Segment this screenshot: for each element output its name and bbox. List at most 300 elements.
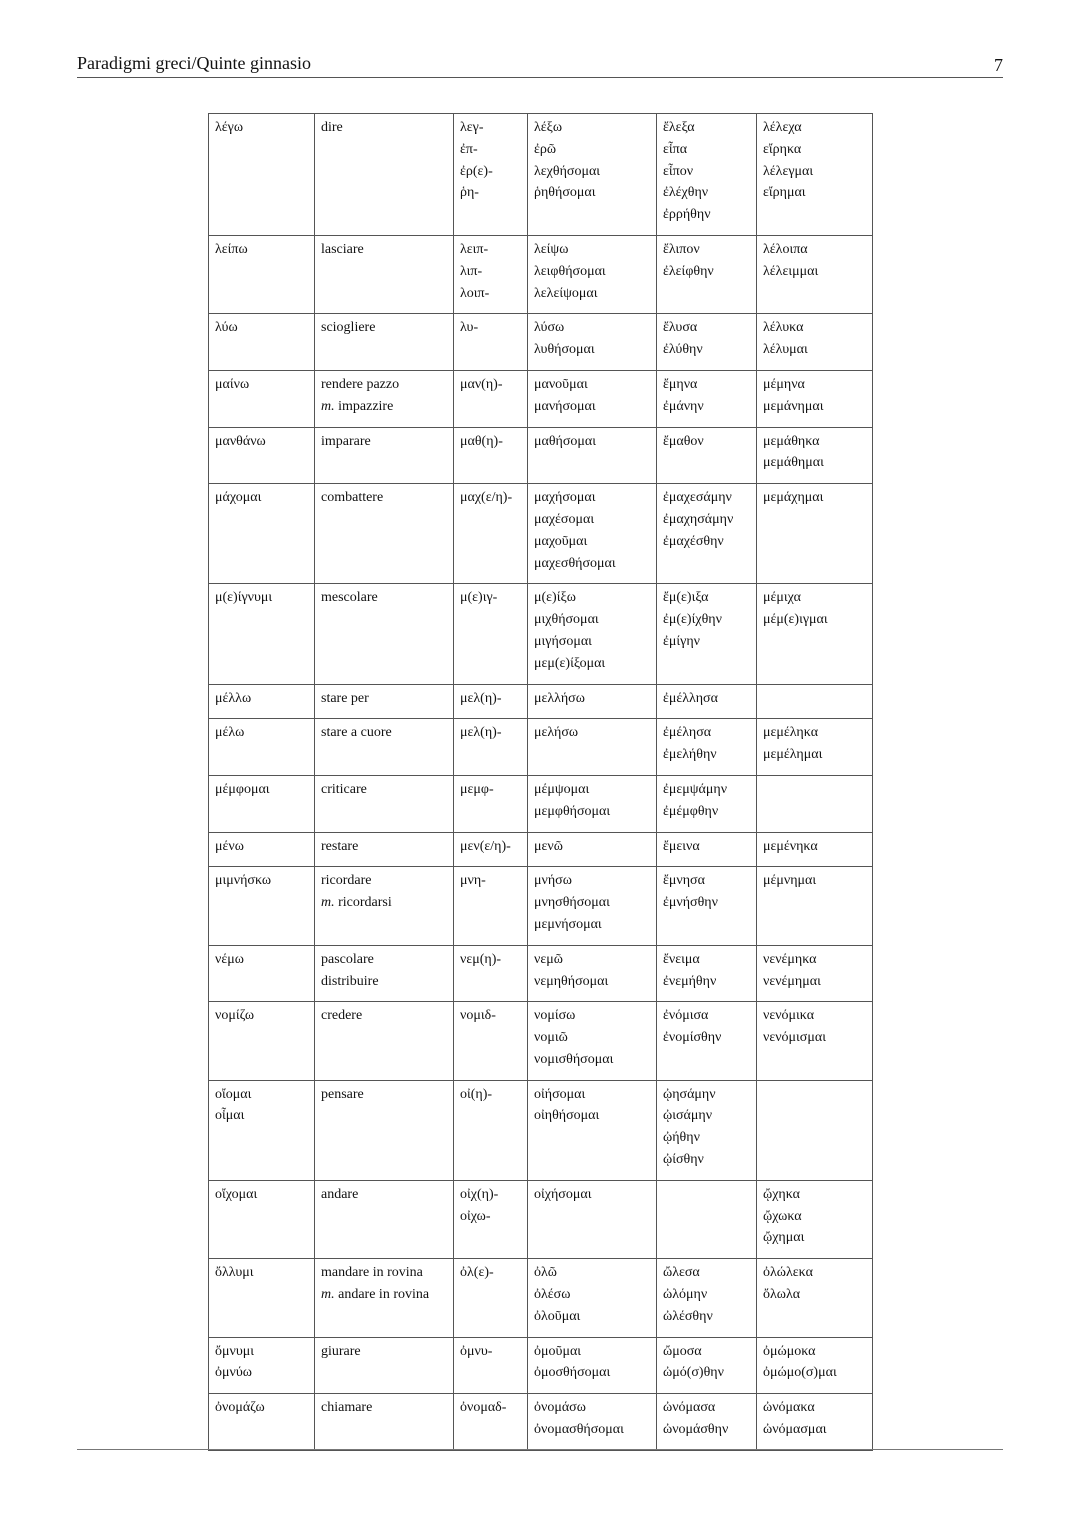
future-form: μενῶ xyxy=(534,838,563,854)
future-cell xyxy=(528,832,657,867)
future-form: μανοῦμαι xyxy=(534,376,588,392)
meaning-line xyxy=(321,688,447,710)
footer-rule xyxy=(77,1449,1003,1450)
aorist-cell xyxy=(657,484,757,584)
future-cell xyxy=(528,867,657,945)
meaning-text: dire xyxy=(321,120,343,135)
lemma-form: ὀνομάζω xyxy=(215,1400,265,1416)
aorist-form: ἐμαχεσάμην xyxy=(663,490,732,506)
stem-form: λειπ- xyxy=(460,241,489,257)
lemma-cell xyxy=(209,1337,315,1394)
future-form: οἰηθήσομαι xyxy=(534,1108,600,1124)
perfect-form: λέλυκα xyxy=(763,320,804,336)
future-form: νομιῶ xyxy=(534,1030,568,1046)
aorist-form: ὠμό(σ)θην xyxy=(663,1365,724,1381)
perfect-form: λέλεγμαι xyxy=(763,163,814,179)
perfect-form: ὀμώμο(σ)μαι xyxy=(763,1365,837,1381)
future-form: μαθήσομαι xyxy=(534,433,597,449)
stem-form: μ(ε)ιγ- xyxy=(460,590,498,606)
table-row xyxy=(209,945,873,1002)
stem-form: λοιπ- xyxy=(460,285,490,301)
future-form: οἰήσομαι xyxy=(534,1086,586,1102)
meaning-line xyxy=(321,431,447,453)
lemma-cell xyxy=(209,1002,315,1080)
table-row xyxy=(209,114,873,236)
stem-form: ὀλ(ε)- xyxy=(460,1265,494,1281)
lemma-form: οἶμαι xyxy=(215,1108,245,1124)
future-cell xyxy=(528,1002,657,1080)
future-cell xyxy=(528,1180,657,1258)
stem-cell xyxy=(454,1259,528,1337)
perfect-form: ᾤχηκα xyxy=(763,1186,801,1202)
meaning-text: ricordare xyxy=(321,873,372,889)
lemma-form: μ(ε)ίγνυμι xyxy=(215,590,273,606)
aorist-form: ἔμεινα xyxy=(663,838,700,854)
lemma-form: μανθάνω xyxy=(215,433,266,449)
perfect-cell xyxy=(757,314,873,371)
stem-form: λυ- xyxy=(460,320,479,336)
lemma-form: οἴχομαι xyxy=(215,1186,258,1202)
lemma-cell xyxy=(209,314,315,371)
stem-cell xyxy=(454,114,528,236)
table-row xyxy=(209,1259,873,1337)
aorist-cell xyxy=(657,1394,757,1451)
future-form: νεμῶ xyxy=(534,951,563,967)
perfect-cell xyxy=(757,484,873,584)
meaning-line xyxy=(321,374,447,396)
lemma-form: μέλω xyxy=(215,725,245,741)
perfect-form: εἴρημαι xyxy=(763,185,806,201)
perfect-cell xyxy=(757,832,873,867)
meaning-line xyxy=(321,1397,447,1419)
aorist-form: ἔλυσα xyxy=(663,320,698,336)
meaning-line xyxy=(321,892,447,914)
aorist-cell xyxy=(657,719,757,776)
future-cell xyxy=(528,945,657,1002)
meaning-line xyxy=(321,779,447,801)
stem-form: ἐρ(ε)- xyxy=(460,163,493,179)
perfect-cell xyxy=(757,235,873,313)
future-form: μιγήσομαι xyxy=(534,633,592,649)
future-form: μνησθήσομαι xyxy=(534,895,610,911)
meaning-text: pensare xyxy=(321,1086,364,1102)
future-form: λεχθήσομαι xyxy=(534,163,601,179)
meaning-text: distribuire xyxy=(321,973,379,989)
stem-form: μεν(ε/η)- xyxy=(460,838,511,854)
meaning-line xyxy=(321,1262,447,1284)
stem-form: ὀμνυ- xyxy=(460,1343,493,1359)
perfect-cell xyxy=(757,867,873,945)
lemma-cell xyxy=(209,684,315,719)
future-form: μελλήσω xyxy=(534,690,585,706)
lemma-form: λείπω xyxy=(215,241,248,257)
aorist-form: ἔλιπον xyxy=(663,241,700,257)
future-form: μιχθήσομαι xyxy=(534,612,599,628)
aorist-form: ἐνομίσθην xyxy=(663,1030,722,1046)
future-form: λελείψομαι xyxy=(534,285,598,301)
future-form: λύσω xyxy=(534,320,565,336)
meaning-line xyxy=(321,239,447,261)
stem-form: οἰχ(η)- xyxy=(460,1186,499,1202)
stem-form: νομιδ- xyxy=(460,1008,496,1024)
lemma-cell xyxy=(209,945,315,1002)
meaning-line xyxy=(321,870,447,892)
aorist-cell xyxy=(657,1080,757,1180)
aorist-form: ἔμαθον xyxy=(663,433,704,449)
aorist-cell xyxy=(657,1337,757,1394)
lemma-cell xyxy=(209,867,315,945)
lemma-form: νέμω xyxy=(215,951,244,967)
future-form: λειφθήσομαι xyxy=(534,263,606,279)
meaning-text: imparare xyxy=(321,433,371,449)
meaning-cell xyxy=(315,719,454,776)
meaning-cell xyxy=(315,427,454,484)
perfect-cell xyxy=(757,584,873,684)
perfect-cell xyxy=(757,1259,873,1337)
lemma-cell xyxy=(209,1080,315,1180)
stem-form: ἐπ- xyxy=(460,141,478,157)
future-form: ὀνομάσω xyxy=(534,1400,586,1416)
perfect-form: ὀμώμοκα xyxy=(763,1343,816,1359)
future-form: μελήσω xyxy=(534,725,579,741)
future-form: λέξω xyxy=(534,120,563,135)
future-form: μνήσω xyxy=(534,873,572,889)
lemma-form: μένω xyxy=(215,838,244,854)
aorist-form: ἐρρήθην xyxy=(663,207,711,223)
future-cell xyxy=(528,484,657,584)
perfect-form: μέμ(ε)ιγμαι xyxy=(763,612,828,628)
aorist-cell xyxy=(657,235,757,313)
aorist-form: ἐνόμισα xyxy=(663,1008,709,1024)
meaning-text: combattere xyxy=(321,490,384,506)
perfect-form: νενόμισμαι xyxy=(763,1030,826,1046)
middle-voice-marker: m. xyxy=(321,398,335,414)
table-row xyxy=(209,1337,873,1394)
perfect-cell xyxy=(757,1080,873,1180)
page-number: 7 xyxy=(994,55,1003,75)
meaning-text: impazzire xyxy=(334,398,394,414)
future-cell xyxy=(528,427,657,484)
aorist-cell xyxy=(657,314,757,371)
future-form: μανήσομαι xyxy=(534,398,596,414)
table-row xyxy=(209,775,873,832)
future-form: μέμψομαι xyxy=(534,781,590,797)
perfect-form: μεμέληκα xyxy=(763,725,819,741)
meaning-text: giurare xyxy=(321,1343,361,1359)
stem-cell xyxy=(454,584,528,684)
table-row xyxy=(209,584,873,684)
meaning-line xyxy=(321,836,447,858)
perfect-form: λέλυμαι xyxy=(763,342,808,358)
table-row xyxy=(209,484,873,584)
stem-form: ῥη- xyxy=(460,185,479,201)
aorist-form: ἐλέχθην xyxy=(663,185,709,201)
lemma-cell xyxy=(209,1394,315,1451)
aorist-form: ἐνεμήθην xyxy=(663,973,717,989)
aorist-cell xyxy=(657,1259,757,1337)
aorist-form: ἔλεξα xyxy=(663,120,695,135)
table-row xyxy=(209,427,873,484)
meaning-cell xyxy=(315,1259,454,1337)
stem-form: μαχ(ε/η)- xyxy=(460,490,513,506)
future-form: μεμνήσομαι xyxy=(534,916,602,932)
aorist-form: ὠνόμασα xyxy=(663,1400,716,1416)
verb-paradigm-table xyxy=(208,113,873,1451)
future-cell xyxy=(528,1394,657,1451)
future-form: μ(ε)ίξω xyxy=(534,590,576,606)
aorist-cell xyxy=(657,1180,757,1258)
lemma-cell xyxy=(209,1180,315,1258)
table-row xyxy=(209,314,873,371)
future-form: μαχέσομαι xyxy=(534,511,595,527)
perfect-form: νενόμικα xyxy=(763,1008,815,1024)
stem-form: ὀνομαδ- xyxy=(460,1400,507,1416)
meaning-line xyxy=(321,971,447,993)
perfect-form: μεμάχημαι xyxy=(763,490,824,506)
lemma-cell xyxy=(209,1259,315,1337)
perfect-form: μεμάνημαι xyxy=(763,398,824,414)
meaning-line xyxy=(321,1084,447,1106)
aorist-cell xyxy=(657,1002,757,1080)
meaning-text: andare in rovina xyxy=(334,1287,430,1303)
aorist-form: ἐλύθην xyxy=(663,342,703,358)
lemma-form: ὄμνυμι xyxy=(215,1343,255,1359)
perfect-form: λέλοιπα xyxy=(763,241,808,257)
perfect-form: μέμνημαι xyxy=(763,873,817,889)
future-cell xyxy=(528,235,657,313)
perfect-form: μέμιχα xyxy=(763,590,801,606)
table-row xyxy=(209,235,873,313)
running-title: Paradigmi greci/Quinte ginnasio xyxy=(77,53,311,73)
aorist-form: ἔμηνα xyxy=(663,376,698,392)
perfect-form: μέμηνα xyxy=(763,376,805,392)
meaning-cell xyxy=(315,1080,454,1180)
aorist-form: ὤλεσα xyxy=(663,1265,700,1281)
aorist-cell xyxy=(657,832,757,867)
meaning-cell xyxy=(315,314,454,371)
lemma-form: μαίνω xyxy=(215,376,250,392)
aorist-form: ἐμελήθην xyxy=(663,747,717,763)
stem-form: οἰ(η)- xyxy=(460,1086,493,1102)
future-form: ἐρῶ xyxy=(534,141,557,157)
stem-cell xyxy=(454,867,528,945)
future-form: μαχοῦμαι xyxy=(534,533,588,549)
lemma-form: ὀμνύω xyxy=(215,1365,252,1381)
lemma-cell xyxy=(209,484,315,584)
future-cell xyxy=(528,719,657,776)
meaning-line xyxy=(321,1284,447,1306)
meaning-text: pascolare xyxy=(321,951,374,967)
verb-table-body xyxy=(209,114,873,1451)
meaning-text: stare a cuore xyxy=(321,725,392,741)
future-form: ὀνομασθήσομαι xyxy=(534,1422,624,1438)
lemma-cell xyxy=(209,775,315,832)
perfect-cell xyxy=(757,427,873,484)
stem-cell xyxy=(454,1337,528,1394)
aorist-form: ἐμαχησάμην xyxy=(663,511,734,527)
meaning-text: criticare xyxy=(321,781,367,797)
aorist-form: ἐμ(ε)ίχθην xyxy=(663,612,722,628)
stem-cell xyxy=(454,945,528,1002)
perfect-form: λέλειμμαι xyxy=(763,263,819,279)
lemma-form: ὄλλυμι xyxy=(215,1265,254,1281)
lemma-cell xyxy=(209,427,315,484)
aorist-form: ἔμ(ε)ιξα xyxy=(663,590,709,606)
aorist-cell xyxy=(657,584,757,684)
meaning-line xyxy=(321,949,447,971)
aorist-form: ἔνειμα xyxy=(663,951,700,967)
meaning-cell xyxy=(315,1394,454,1451)
aorist-form: ᾠήθην xyxy=(663,1130,700,1146)
meaning-text: sciogliere xyxy=(321,320,376,336)
aorist-cell xyxy=(657,867,757,945)
meaning-line xyxy=(321,396,447,418)
table-row xyxy=(209,1180,873,1258)
future-cell xyxy=(528,1080,657,1180)
lemma-form: οἴομαι xyxy=(215,1086,252,1102)
table-row xyxy=(209,1394,873,1451)
middle-voice-marker: m. xyxy=(321,1287,335,1303)
stem-cell xyxy=(454,314,528,371)
stem-cell xyxy=(454,484,528,584)
meaning-cell xyxy=(315,945,454,1002)
perfect-form: ᾤχημαι xyxy=(763,1230,805,1246)
meaning-text: mandare in rovina xyxy=(321,1265,423,1281)
future-form: νεμηθήσομαι xyxy=(534,973,609,989)
meaning-cell xyxy=(315,1180,454,1258)
stem-cell xyxy=(454,1002,528,1080)
stem-cell xyxy=(454,775,528,832)
aorist-form: ἐμέμφθην xyxy=(663,803,719,819)
meaning-text: mescolare xyxy=(321,590,378,606)
table-row xyxy=(209,1080,873,1180)
stem-form: νεμ(η)- xyxy=(460,951,502,967)
meaning-cell xyxy=(315,584,454,684)
aorist-cell xyxy=(657,114,757,236)
aorist-form: ᾠησάμην xyxy=(663,1086,716,1102)
perfect-cell xyxy=(757,370,873,427)
meaning-cell xyxy=(315,867,454,945)
meaning-cell xyxy=(315,684,454,719)
future-cell xyxy=(528,1259,657,1337)
aorist-form: ᾠισάμην xyxy=(663,1108,713,1124)
aorist-form: ὠνομάσθην xyxy=(663,1422,729,1438)
perfect-form: μεμένηκα xyxy=(763,838,818,854)
page-header xyxy=(77,53,1003,78)
perfect-form: ὠνόμασμαι xyxy=(763,1422,827,1438)
meaning-text: restare xyxy=(321,838,359,854)
stem-form: μεμφ- xyxy=(460,781,494,797)
meaning-text: lasciare xyxy=(321,241,364,257)
stem-form: μαν(η)- xyxy=(460,376,503,392)
perfect-cell xyxy=(757,1337,873,1394)
perfect-form: ᾤχωκα xyxy=(763,1208,802,1224)
perfect-form: ὄλωλα xyxy=(763,1287,801,1303)
stem-form: μελ(η)- xyxy=(460,725,502,741)
stem-cell xyxy=(454,1394,528,1451)
perfect-cell xyxy=(757,1394,873,1451)
perfect-form: μεμέλημαι xyxy=(763,747,823,763)
lemma-cell xyxy=(209,719,315,776)
future-cell xyxy=(528,584,657,684)
meaning-line xyxy=(321,117,447,139)
meaning-line xyxy=(321,587,447,609)
future-form: μεμ(ε)ίξομαι xyxy=(534,655,606,671)
future-form: λείψω xyxy=(534,241,569,257)
lemma-form: μέλλω xyxy=(215,690,252,706)
perfect-form: εἴρηκα xyxy=(763,141,802,157)
table-row xyxy=(209,1002,873,1080)
table-row xyxy=(209,867,873,945)
aorist-form: ἐμάνην xyxy=(663,398,704,414)
stem-form: μαθ(η)- xyxy=(460,433,503,449)
perfect-form: νενέμηκα xyxy=(763,951,817,967)
lemma-cell xyxy=(209,235,315,313)
stem-cell xyxy=(454,684,528,719)
aorist-form: ὠλόμην xyxy=(663,1287,708,1303)
meaning-cell xyxy=(315,1002,454,1080)
lemma-cell xyxy=(209,114,315,236)
future-form: μεμφθήσομαι xyxy=(534,803,611,819)
stem-cell xyxy=(454,370,528,427)
future-form: ὀλέσω xyxy=(534,1287,571,1303)
meaning-line xyxy=(321,317,447,339)
perfect-form: ὀλώλεκα xyxy=(763,1265,813,1281)
meaning-text: credere xyxy=(321,1008,363,1024)
aorist-form: εἶπα xyxy=(663,141,688,157)
perfect-form: ὠνόμακα xyxy=(763,1400,815,1416)
meaning-text: chiamare xyxy=(321,1400,373,1416)
aorist-cell xyxy=(657,370,757,427)
meaning-cell xyxy=(315,832,454,867)
perfect-cell xyxy=(757,719,873,776)
meaning-text: stare per xyxy=(321,690,369,706)
perfect-cell xyxy=(757,1180,873,1258)
meaning-cell xyxy=(315,484,454,584)
middle-voice-marker: m. xyxy=(321,895,335,911)
lemma-cell xyxy=(209,832,315,867)
aorist-cell xyxy=(657,945,757,1002)
meaning-line xyxy=(321,722,447,744)
aorist-form: ἔμνησα xyxy=(663,873,705,889)
aorist-form: ὤμοσα xyxy=(663,1343,702,1359)
meaning-line xyxy=(321,1005,447,1027)
meaning-cell xyxy=(315,235,454,313)
perfect-form: μεμάθημαι xyxy=(763,455,824,471)
future-cell xyxy=(528,1337,657,1394)
stem-cell xyxy=(454,1080,528,1180)
aorist-form: ἐμίγην xyxy=(663,633,700,649)
perfect-form: λέλεχα xyxy=(763,120,802,135)
aorist-form: ἐμέλλησα xyxy=(663,690,718,706)
perfect-form: νενέμημαι xyxy=(763,973,821,989)
future-cell xyxy=(528,314,657,371)
perfect-form: μεμάθηκα xyxy=(763,433,820,449)
lemma-cell xyxy=(209,370,315,427)
aorist-form: ἐμέλησα xyxy=(663,725,712,741)
lemma-form: μιμνήσκω xyxy=(215,873,272,889)
perfect-cell xyxy=(757,945,873,1002)
future-form: οἰχήσομαι xyxy=(534,1186,592,1202)
aorist-form: ἐμεμψάμην xyxy=(663,781,728,797)
stem-cell xyxy=(454,832,528,867)
perfect-cell xyxy=(757,114,873,236)
future-form: λυθήσομαι xyxy=(534,342,595,358)
meaning-text: rendere pazzo xyxy=(321,376,400,392)
stem-form: μνη- xyxy=(460,873,486,889)
future-form: ὀμοσθήσομαι xyxy=(534,1365,611,1381)
aorist-cell xyxy=(657,427,757,484)
